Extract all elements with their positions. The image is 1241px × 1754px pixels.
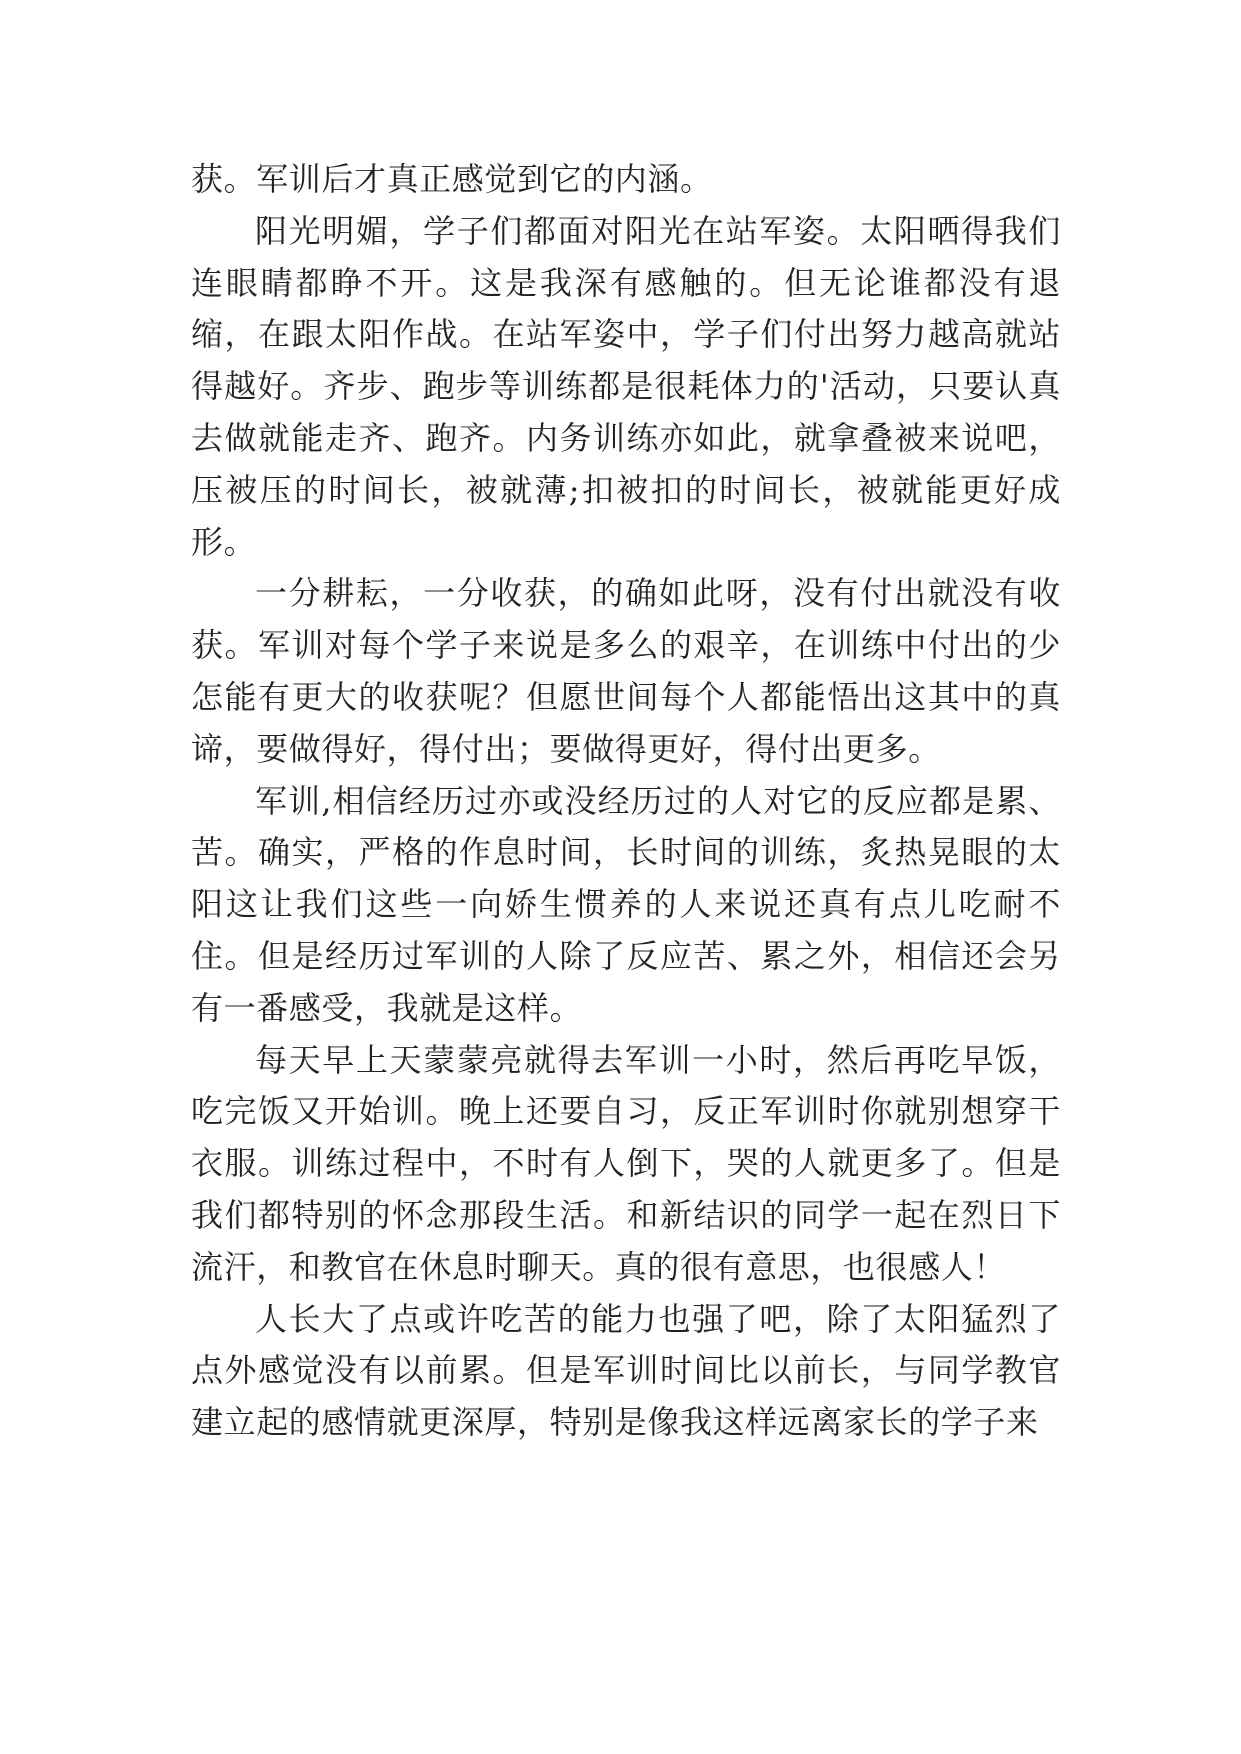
- paragraph-daily-schedule: 每天早上天蒙蒙亮就得去军训一小时，然后再吃早饭，吃完饭又开始训。晚上还要自习，反正军训时你就别想穿干衣服。训练过程中，不时有人倒下，哭的人就更多了。但是我们都特别的怀念那段生活。和新结识的同学一起在烈日下流汗，和教官在休息时聊天。真的很有意思，也很感人！: [191, 1040, 1061, 1286]
- paragraph-effort-reward: 一分耕耘，一分收获，的确如此呀，没有付出就没有收获。军训对每个学子来说是多么的艰辛，在训练中付出的少怎能有更大的收获呢？但愿世间每个人都能悟出这其中的真谛，要做得好，得付出；要做得更好，得付出更多。: [191, 574, 1061, 768]
- paragraph-military-training-feelings: 军训,相信经历过亦或没经历过的人对它的反应都是累、苦。确实，严格的作息时间，长时间的训练，炙热晃眼的太阳这让我们这些一向娇生惯养的人来说还真有点儿吃耐不住。但是经历过军训的人除了反应苦、累之外，相信还会另有一番感受，我就是这样。: [191, 781, 1061, 1027]
- paragraph-sunshine-standing: 阳光明媚，学子们都面对阳光在站军姿。太阳晒得我们连眼睛都睁不开。这是我深有感触的。但无论谁都没有退缩，在跟太阳作战。在站军姿中，学子们付出努力越高就站得越好。齐步、跑步等训练都是很耗体力的'活动，只要认真去做就能走齐、跑齐。内务训练亦如此，就拿叠被来说吧，压被压的时间长，被就薄;扣被扣的时间长，被就能更好成形。: [191, 211, 1061, 561]
- document-body: [191, 154, 1061, 1449]
- paragraph-growing-up: 人长大了点或许吃苦的能力也强了吧，除了太阳猛烈了点外感觉没有以前累。但是军训时间比以前长，与同学教官建立起的感情就更深厚，特别是像我这样远离家长的学子来: [191, 1299, 1061, 1442]
- paragraph-continuation: 获。军训后才真正感觉到它的内涵。: [191, 160, 713, 198]
